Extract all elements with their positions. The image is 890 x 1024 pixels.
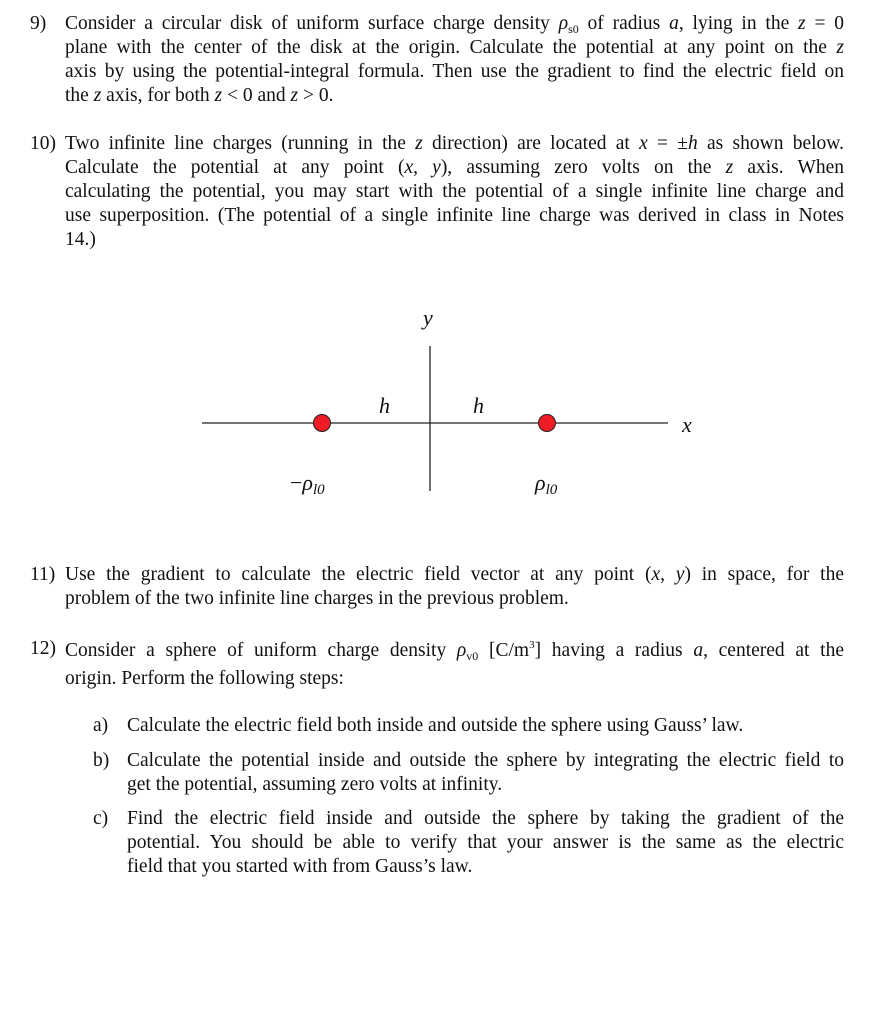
text-line: 14.)	[65, 229, 96, 250]
text-line: the z axis, for both z < 0 and z > 0.	[65, 85, 334, 106]
negative-charge-label: −ρl0	[290, 470, 325, 498]
text-line: problem of the two infinite line charges in the previous problem.	[65, 588, 569, 609]
text-line: Use the gradient to calculate the electric field vector at any point (x, y) in space, for the	[65, 564, 845, 585]
step-text: Calculate the electric field both inside and outside the sphere using Gauss’ law.	[127, 715, 744, 736]
step-b	[93, 749, 844, 797]
problem-number: 12)	[30, 638, 56, 659]
step-label: a)	[93, 715, 109, 736]
positive-line-charge	[539, 415, 556, 432]
problem-text	[65, 563, 844, 611]
right-distance-label: h	[473, 393, 484, 418]
problem-text	[65, 637, 844, 693]
step-text: Calculate the potential inside and outside the sphere by integrating the electric field to get the potential, assuming zero volts at infinity.	[127, 750, 844, 795]
negative-line-charge	[314, 415, 331, 432]
x-axis-label: x	[682, 412, 692, 437]
text-line: calculating the potential, you may start with the potential of a single infinite line charge and	[65, 181, 844, 202]
problem-11	[30, 563, 844, 611]
problem-text	[65, 132, 844, 252]
step-c	[93, 807, 844, 879]
text-line: Two infinite line charges (running in the z direction) are located at x = ±h as shown below.	[65, 133, 844, 154]
problem-number: 11)	[30, 564, 56, 585]
text-line: use superposition. (The potential of a single infinite line charge was derived in class in Notes	[65, 205, 844, 226]
problem-12	[30, 637, 844, 693]
text-line: Calculate the potential at any point (x, y), assuming zero volts on the z axis. When	[65, 157, 845, 178]
problem-text	[65, 12, 844, 108]
problem-10	[30, 132, 844, 252]
text-line: origin. Perform the following steps:	[65, 668, 344, 689]
text-line: Consider a circular disk of uniform surface charge density $\rho_{s0}$ of radius a, lying in the z = 0	[65, 13, 845, 36]
left-distance-label: h	[379, 393, 390, 418]
step-label: b)	[93, 750, 110, 771]
text-line: plane with the center of the disk at the origin. Calculate the potential at any point on the z	[65, 37, 844, 58]
problem-number: 10)	[30, 133, 56, 154]
positive-charge-label: ρl0	[535, 470, 558, 498]
y-axis-label: y	[423, 305, 433, 330]
step-text: Find the electric field inside and outside the sphere by taking the gradient of the potential. You should be able to verify that your answer is the same as the electric field that you started with from Gauss’s law.	[127, 808, 844, 877]
step-label: c)	[93, 808, 109, 829]
problem-number: 9)	[30, 13, 47, 34]
problem-9	[30, 12, 844, 108]
step-a	[93, 714, 844, 738]
line-charges-diagram	[190, 295, 710, 505]
text-line: Consider a sphere of uniform charge density $\rho_{v0}$ $[C/m^3]$ having a radius a, centered at the	[65, 639, 844, 663]
text-line: axis by using the potential-integral formula. Then use the gradient to find the electric field on	[65, 61, 844, 82]
